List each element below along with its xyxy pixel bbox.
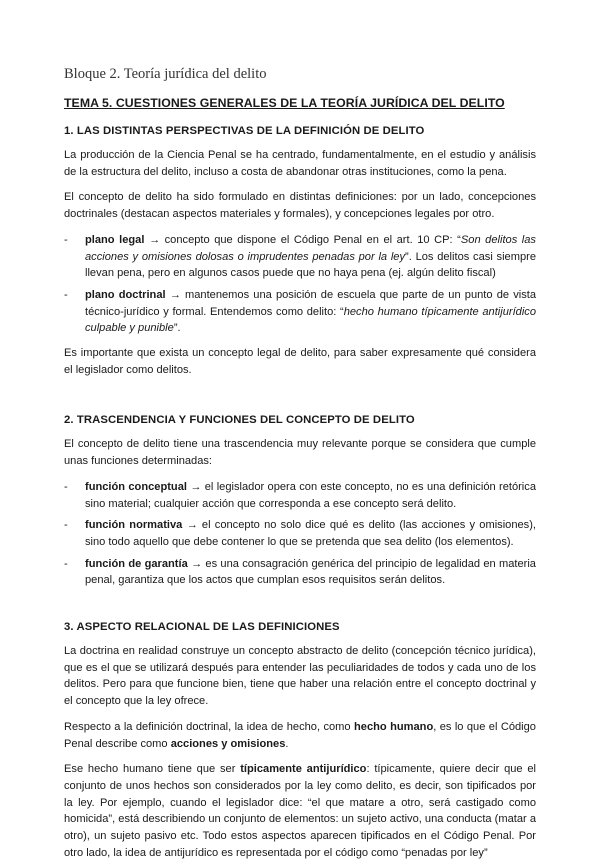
text-run: . — [285, 737, 289, 750]
list-item-plano-legal — [64, 232, 536, 282]
quote-definition: hecho humano típicamente antijurídico culpable y punible — [85, 305, 537, 335]
section-2-title: 2. TRASCENDENCIA Y FUNCIONES DEL CONCEPTO DE DELITO — [64, 414, 415, 427]
section-3-paragraph-1: La doctrina en realidad construye un concepto abstracto de delito (concepción técnico jurídica), que es el que se utilizará después para entender las peculiaridades de todos y cada uno de los delitos. Pero para que funcione bien, tiene que haber una relación entre el concepto doctrinal y el concepto que la ley ofrece. — [64, 645, 536, 708]
list-item-funcion-garantia — [64, 556, 536, 589]
quote-art-10: Son delitos las acciones y omisiones dolosas o imprudentes penadas por la ley — [85, 233, 536, 263]
term-plano-legal: plano legal — [85, 233, 145, 246]
section-3-paragraph-2 — [64, 719, 536, 752]
term-tipicamente-antijuridico: típicamente antijurídico — [240, 763, 367, 776]
item-text: → es una consagración genérica del principio de legalidad en materia penal, garantiza que los actos que cumplan esos requisitos serán delitos. — [85, 557, 536, 587]
term-funcion-garantia: función de garantía — [85, 557, 188, 570]
text-run: Respecto a la definición doctrinal, la idea de hecho, como — [64, 720, 354, 733]
item-text: → el legislador opera con este concepto, no es una definición retórica sino material; cualquier acción que corresponda a ese concepto será delito. — [85, 480, 536, 510]
term-hecho-humano: hecho humano — [354, 720, 434, 733]
list-item-funcion-normativa — [64, 517, 536, 550]
section-1-title: 1. LAS DISTINTAS PERSPECTIVAS DE LA DEFINICIÓN DE DELITO — [64, 125, 425, 137]
section-3-paragraph-3 — [64, 761, 536, 861]
list-item-funcion-conceptual — [64, 479, 536, 512]
theme-title: TEMA 5. CUESTIONES GENERALES DE LA TEORÍA JURÍDICA DEL DELITO — [64, 96, 505, 110]
term-funcion-normativa: función normativa — [85, 519, 183, 532]
text-run: Ese hecho humano tiene que ser — [64, 763, 241, 776]
term-acciones-omisiones: acciones y omisiones — [170, 737, 286, 750]
term-funcion-conceptual: función conceptual — [85, 480, 187, 493]
item-text: ”. Los delitos casi siempre llevan pena, pero en algunos casos puede que no haya pena (ej. algún delito fiscal) — [85, 250, 537, 280]
section-3-title: 3. ASPECTO RELACIONAL DE LAS DEFINICIONES — [64, 621, 340, 634]
section-1-list — [64, 232, 536, 337]
section-3 — [64, 621, 536, 861]
block-header: Bloque 2. Teoría jurídica del delito — [64, 66, 267, 82]
text-run: , es lo que el Código Penal describe como — [64, 720, 536, 750]
section-2 — [64, 414, 536, 589]
list-item-plano-doctrinal — [64, 287, 536, 337]
item-text: → concepto que dispone el Código Penal en el art. 10 CP: “ — [144, 233, 461, 246]
section-1-paragraph-2: El concepto de delito ha sido formulado en distintas definiciones: por un lado, concepciones doctrinales (destacan aspectos materiales y formales), y concepciones legales por otro. — [64, 191, 536, 221]
section-2-list — [64, 479, 536, 589]
item-text: → el concepto no solo dice qué es delito (las acciones y omisiones), sino todo aquello que debe contener lo que se pretenda que sea delito (los elementos). — [85, 519, 536, 548]
item-text: ”. — [173, 322, 181, 335]
item-text: → mantenemos una posición de escuela que parte de un punto de vista técnico-jurídico y formal. Entendemos como delito: “ — [85, 288, 537, 318]
section-2-paragraph-1: El concepto de delito tiene una trascendencia muy relevante porque se considera que cumple unas funciones determinadas: — [64, 438, 536, 468]
section-1-paragraph-3: Es importante que exista un concepto legal de delito, para saber expresamente qué considera el legislador como delitos. — [64, 347, 536, 376]
term-plano-doctrinal: plano doctrinal — [85, 288, 166, 301]
section-1 — [64, 125, 536, 378]
section-1-paragraph-1: La producción de la Ciencia Penal se ha centrado, fundamentalmente, en el estudio y análisis de la estructura del delito, incluso a costa de abandonar otras instituciones, como la pena. — [64, 149, 536, 178]
text-run: : típicamente, quiere decir que el conjunto de unos hechos son considerados por la ley como delito, es decir, son tipificados por la ley. Por ejemplo, cuando el legislador dice: “el que matare a otro, será castigado como homicida”, está describiendo un conjunto de elementos: un sujeto activo, una conducta (matar a otro), un sujeto pasivo etc. Todo estos aspectos aparecen tipificados en el Código Penal. Por otro lado, la idea de antijurídico es representada por el código como “penadas por ley” — [64, 763, 537, 859]
